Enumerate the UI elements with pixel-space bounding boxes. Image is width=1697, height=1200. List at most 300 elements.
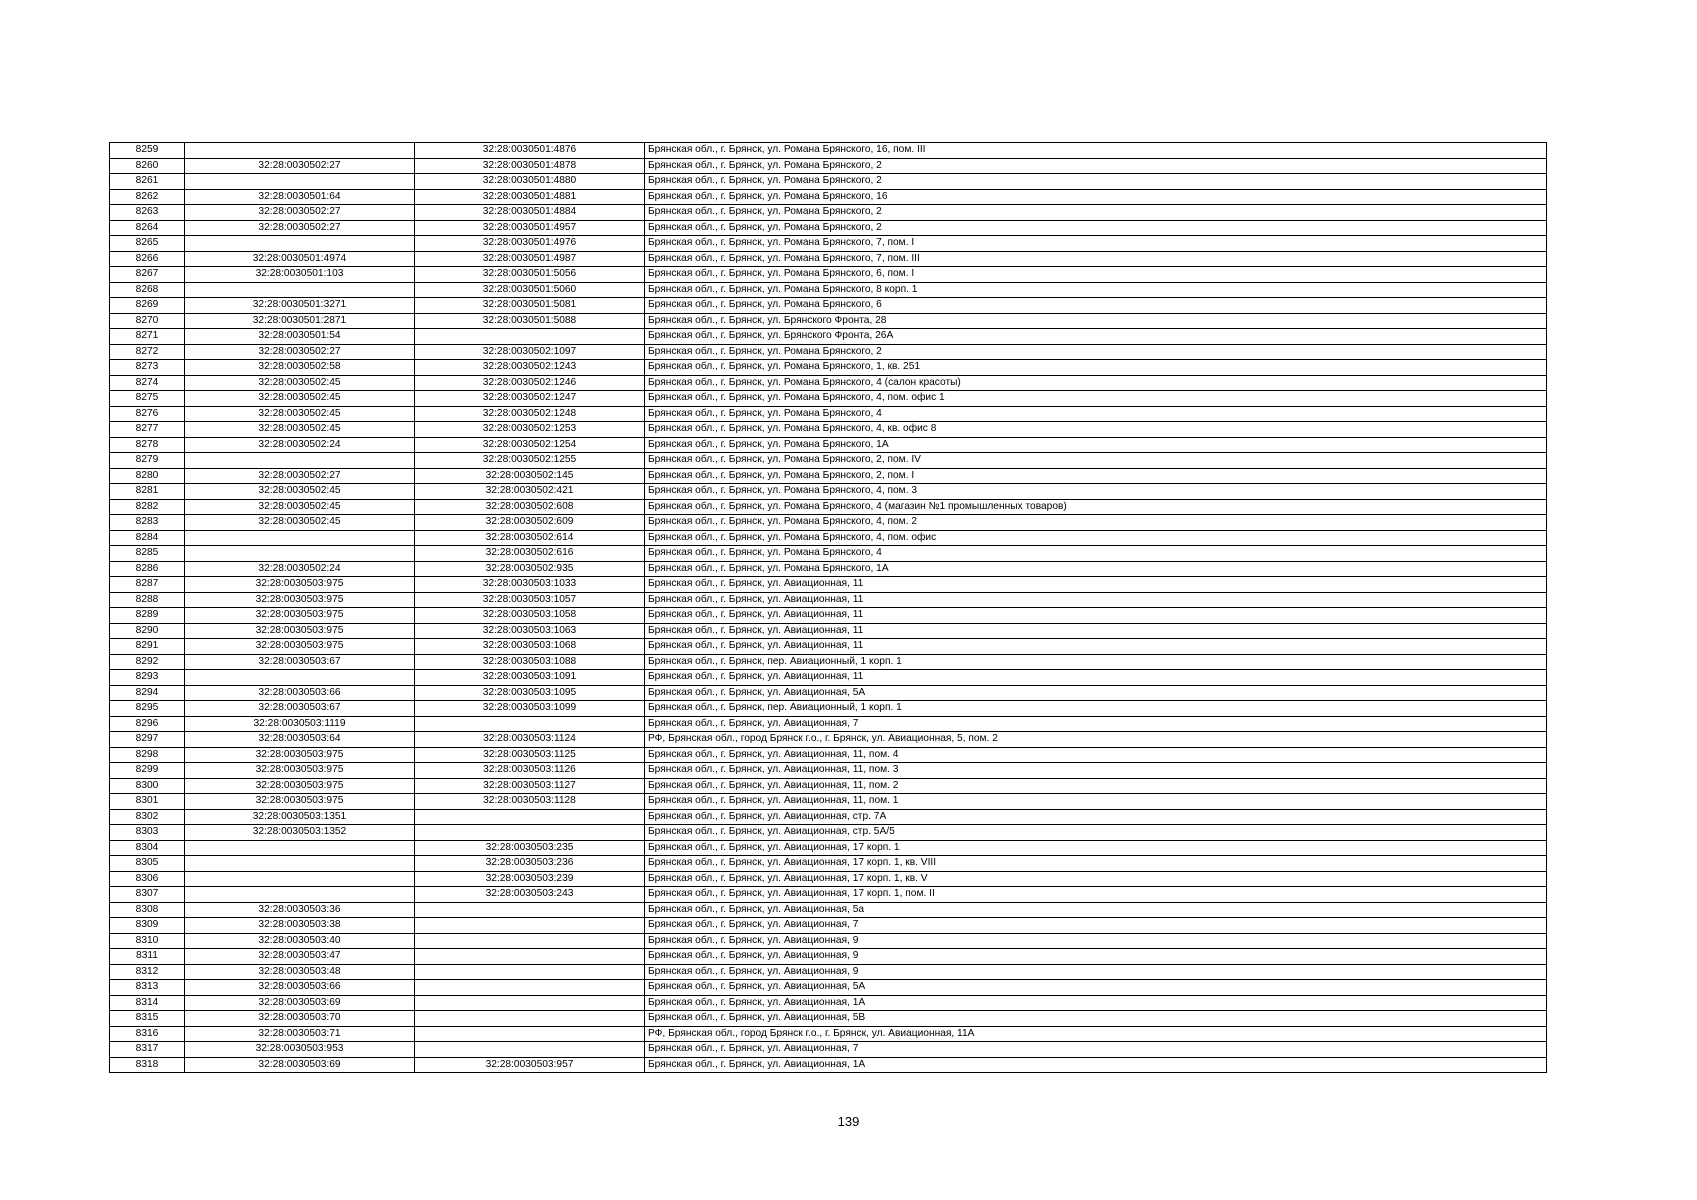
table-row [110, 468, 1547, 484]
table-row [110, 329, 1547, 345]
table-row [110, 654, 1547, 670]
cell-parcel-number [185, 670, 415, 686]
cell-parcel-number: 32:28:0030502:24 [185, 437, 415, 453]
cell-row-number: 8284 [110, 530, 185, 546]
cell-parcel-number: 32:28:0030503:38 [185, 918, 415, 934]
table-row [110, 158, 1547, 174]
cell-object-number: 32:28:0030503:1033 [415, 577, 645, 593]
cell-parcel-number: 32:28:0030502:27 [185, 468, 415, 484]
cell-address: Брянская обл., г. Брянск, ул. Романа Брянского, 16 [645, 189, 1547, 205]
cell-address: Брянская обл., г. Брянск, ул. Романа Брянского, 2 [645, 344, 1547, 360]
cell-object-number: 32:28:0030503:1099 [415, 701, 645, 717]
cell-row-number: 8299 [110, 763, 185, 779]
cell-address: Брянская обл., г. Брянск, пер. Авиационный, 1 корп. 1 [645, 701, 1547, 717]
cell-object-number: 32:28:0030501:4881 [415, 189, 645, 205]
cell-object-number: 32:28:0030503:1057 [415, 592, 645, 608]
table-row [110, 375, 1547, 391]
cell-object-number: 32:28:0030501:4876 [415, 143, 645, 159]
cell-row-number: 8260 [110, 158, 185, 174]
table-row [110, 251, 1547, 267]
cell-object-number [415, 964, 645, 980]
cell-row-number: 8261 [110, 174, 185, 190]
table-row [110, 933, 1547, 949]
cell-address: Брянская обл., г. Брянск, ул. Авиационная, 11, пом. 4 [645, 747, 1547, 763]
cell-object-number: 32:28:0030501:5081 [415, 298, 645, 314]
cell-parcel-number [185, 453, 415, 469]
cell-address: Брянская обл., г. Брянск, ул. Романа Брянского, 1А [645, 561, 1547, 577]
table-row [110, 391, 1547, 407]
cell-parcel-number [185, 871, 415, 887]
cell-row-number: 8314 [110, 995, 185, 1011]
cell-parcel-number: 32:28:0030503:67 [185, 654, 415, 670]
table-row [110, 561, 1547, 577]
table-row [110, 422, 1547, 438]
table-row [110, 298, 1547, 314]
cell-parcel-number: 32:28:0030503:975 [185, 639, 415, 655]
cell-parcel-number: 32:28:0030503:1119 [185, 716, 415, 732]
cell-row-number: 8268 [110, 282, 185, 298]
cell-address: Брянская обл., г. Брянск, ул. Авиационная, 11 [645, 670, 1547, 686]
table-row [110, 1011, 1547, 1027]
cell-parcel-number: 32:28:0030502:58 [185, 360, 415, 376]
cell-row-number: 8294 [110, 685, 185, 701]
table-row [110, 623, 1547, 639]
cell-row-number: 8316 [110, 1026, 185, 1042]
cell-address: Брянская обл., г. Брянск, ул. Авиационная, 9 [645, 964, 1547, 980]
cell-parcel-number [185, 887, 415, 903]
cell-parcel-number: 32:28:0030503:47 [185, 949, 415, 965]
cell-parcel-number: 32:28:0030501:64 [185, 189, 415, 205]
cell-address: Брянская обл., г. Брянск, ул. Авиационная, 5А [645, 980, 1547, 996]
cell-address: Брянская обл., г. Брянск, ул. Романа Брянского, 2, пом. IV [645, 453, 1547, 469]
cell-address: Брянская обл., г. Брянск, ул. Авиационная, 1А [645, 1057, 1547, 1073]
cell-parcel-number: 32:28:0030503:975 [185, 608, 415, 624]
cell-row-number: 8276 [110, 406, 185, 422]
cell-parcel-number: 32:28:0030502:45 [185, 406, 415, 422]
cell-parcel-number: 32:28:0030503:70 [185, 1011, 415, 1027]
cell-parcel-number [185, 840, 415, 856]
cell-object-number: 32:28:0030503:1063 [415, 623, 645, 639]
cell-address: Брянская обл., г. Брянск, ул. Романа Брянского, 4, кв. офис 8 [645, 422, 1547, 438]
cell-object-number: 32:28:0030503:1091 [415, 670, 645, 686]
cell-object-number: 32:28:0030503:1124 [415, 732, 645, 748]
cell-row-number: 8310 [110, 933, 185, 949]
cell-parcel-number: 32:28:0030501:2871 [185, 313, 415, 329]
cell-row-number: 8297 [110, 732, 185, 748]
cell-row-number: 8285 [110, 546, 185, 562]
cell-address: Брянская обл., г. Брянск, ул. Романа Брянского, 4, пом. 3 [645, 484, 1547, 500]
table-row [110, 608, 1547, 624]
cell-address: Брянская обл., г. Брянск, ул. Романа Брянского, 6, пом. I [645, 267, 1547, 283]
cell-row-number: 8295 [110, 701, 185, 717]
cell-row-number: 8288 [110, 592, 185, 608]
cell-parcel-number: 32:28:0030502:27 [185, 158, 415, 174]
table-row [110, 964, 1547, 980]
table-row [110, 856, 1547, 872]
cell-parcel-number: 32:28:0030502:45 [185, 391, 415, 407]
table-row [110, 592, 1547, 608]
cell-parcel-number: 32:28:0030503:67 [185, 701, 415, 717]
cell-address: Брянская обл., г. Брянск, ул. Авиационная, 11, пом. 2 [645, 778, 1547, 794]
cell-row-number: 8312 [110, 964, 185, 980]
cell-row-number: 8283 [110, 515, 185, 531]
cell-parcel-number: 32:28:0030503:64 [185, 732, 415, 748]
cell-address: Брянская обл., г. Брянск, ул. Авиационная, 17 корп. 1, пом. II [645, 887, 1547, 903]
cell-parcel-number: 32:28:0030502:45 [185, 515, 415, 531]
cell-parcel-number: 32:28:0030502:45 [185, 499, 415, 515]
cell-address: РФ, Брянская обл., город Брянск г.о., г. Брянск, ул. Авиационная, 5, пом. 2 [645, 732, 1547, 748]
cell-address: Брянская обл., г. Брянск, ул. Романа Брянского, 4 [645, 546, 1547, 562]
table-row [110, 437, 1547, 453]
cell-address: Брянская обл., г. Брянск, ул. Романа Брянского, 4, пом. офис 1 [645, 391, 1547, 407]
table-row [110, 716, 1547, 732]
table-row [110, 1026, 1547, 1042]
cell-row-number: 8262 [110, 189, 185, 205]
cell-row-number: 8266 [110, 251, 185, 267]
cell-object-number: 32:28:0030503:239 [415, 871, 645, 887]
cell-row-number: 8300 [110, 778, 185, 794]
cell-parcel-number: 32:28:0030503:975 [185, 623, 415, 639]
table-row [110, 732, 1547, 748]
table-row [110, 980, 1547, 996]
cell-row-number: 8306 [110, 871, 185, 887]
cell-object-number [415, 716, 645, 732]
cell-row-number: 8286 [110, 561, 185, 577]
cell-address: Брянская обл., г. Брянск, ул. Авиационная, 11 [645, 639, 1547, 655]
cell-address: Брянская обл., г. Брянск, ул. Авиационная, 1А [645, 995, 1547, 1011]
cell-address: Брянская обл., г. Брянск, ул. Романа Брянского, 16, пом. III [645, 143, 1547, 159]
cell-object-number [415, 329, 645, 345]
cell-row-number: 8259 [110, 143, 185, 159]
cell-object-number: 32:28:0030503:1128 [415, 794, 645, 810]
cell-row-number: 8303 [110, 825, 185, 841]
table-row [110, 871, 1547, 887]
cell-row-number: 8263 [110, 205, 185, 221]
cell-parcel-number: 32:28:0030503:66 [185, 685, 415, 701]
cell-row-number: 8305 [110, 856, 185, 872]
cell-parcel-number: 32:28:0030503:975 [185, 577, 415, 593]
cell-parcel-number: 32:28:0030503:1351 [185, 809, 415, 825]
cell-parcel-number: 32:28:0030503:975 [185, 763, 415, 779]
cell-address: Брянская обл., г. Брянск, ул. Романа Брянского, 7, пом. III [645, 251, 1547, 267]
cell-address: Брянская обл., г. Брянск, ул. Авиационная, стр. 5А/5 [645, 825, 1547, 841]
table-row [110, 515, 1547, 531]
cell-parcel-number: 32:28:0030502:27 [185, 344, 415, 360]
cell-object-number: 32:28:0030501:4880 [415, 174, 645, 190]
cell-address: Брянская обл., г. Брянск, ул. Авиационная, 9 [645, 949, 1547, 965]
cell-address: Брянская обл., г. Брянск, ул. Романа Брянского, 4, пом. офис [645, 530, 1547, 546]
cell-parcel-number: 32:28:0030503:66 [185, 980, 415, 996]
cell-object-number: 32:28:0030501:4957 [415, 220, 645, 236]
cell-address: Брянская обл., г. Брянск, ул. Романа Брянского, 4 (магазин №1 промышленных товаров) [645, 499, 1547, 515]
cell-address: Брянская обл., г. Брянск, ул. Авиационная, 17 корп. 1, кв. V [645, 871, 1547, 887]
cell-row-number: 8304 [110, 840, 185, 856]
cell-row-number: 8302 [110, 809, 185, 825]
table-row [110, 840, 1547, 856]
table-row [110, 546, 1547, 562]
cell-parcel-number: 32:28:0030502:27 [185, 205, 415, 221]
cell-object-number: 32:28:0030502:935 [415, 561, 645, 577]
cell-row-number: 8269 [110, 298, 185, 314]
cell-row-number: 8279 [110, 453, 185, 469]
cell-address: РФ, Брянская обл., город Брянск г.о., г. Брянск, ул. Авиационная, 11А [645, 1026, 1547, 1042]
cell-object-number: 32:28:0030501:4976 [415, 236, 645, 252]
cell-parcel-number [185, 143, 415, 159]
table-row [110, 313, 1547, 329]
cell-address: Брянская обл., г. Брянск, ул. Авиационная, 7 [645, 716, 1547, 732]
cell-row-number: 8287 [110, 577, 185, 593]
cell-parcel-number [185, 174, 415, 190]
cell-object-number [415, 809, 645, 825]
cell-row-number: 8267 [110, 267, 185, 283]
table-row [110, 406, 1547, 422]
cell-object-number: 32:28:0030503:236 [415, 856, 645, 872]
cell-parcel-number: 32:28:0030503:69 [185, 995, 415, 1011]
cell-object-number: 32:28:0030503:957 [415, 1057, 645, 1073]
table-row [110, 205, 1547, 221]
cell-address: Брянская обл., г. Брянск, ул. Авиационная, 7 [645, 918, 1547, 934]
cell-object-number: 32:28:0030502:1247 [415, 391, 645, 407]
cell-row-number: 8278 [110, 437, 185, 453]
cell-object-number: 32:28:0030502:609 [415, 515, 645, 531]
cell-address: Брянская обл., г. Брянск, ул. Романа Брянского, 7, пом. I [645, 236, 1547, 252]
table-row [110, 747, 1547, 763]
cell-row-number: 8280 [110, 468, 185, 484]
cell-address: Брянская обл., г. Брянск, ул. Романа Брянского, 2 [645, 220, 1547, 236]
cell-row-number: 8315 [110, 1011, 185, 1027]
cell-row-number: 8272 [110, 344, 185, 360]
table-row [110, 360, 1547, 376]
table-row [110, 701, 1547, 717]
cell-object-number [415, 933, 645, 949]
cell-row-number: 8307 [110, 887, 185, 903]
cell-object-number: 32:28:0030503:1095 [415, 685, 645, 701]
cell-object-number: 32:28:0030501:5056 [415, 267, 645, 283]
cell-address: Брянская обл., г. Брянск, ул. Романа Брянского, 2 [645, 205, 1547, 221]
table-row [110, 1042, 1547, 1058]
cell-address: Брянская обл., г. Брянск, ул. Романа Брянского, 2 [645, 174, 1547, 190]
table-row [110, 825, 1547, 841]
cell-address: Брянская обл., г. Брянск, ул. Романа Брянского, 6 [645, 298, 1547, 314]
cell-row-number: 8292 [110, 654, 185, 670]
cell-parcel-number [185, 282, 415, 298]
cell-object-number: 32:28:0030502:1255 [415, 453, 645, 469]
cell-row-number: 8281 [110, 484, 185, 500]
table-row [110, 453, 1547, 469]
cell-object-number: 32:28:0030503:1088 [415, 654, 645, 670]
table-row [110, 143, 1547, 159]
cell-object-number: 32:28:0030502:145 [415, 468, 645, 484]
cell-parcel-number: 32:28:0030501:54 [185, 329, 415, 345]
cell-object-number [415, 918, 645, 934]
table-row [110, 267, 1547, 283]
cell-row-number: 8317 [110, 1042, 185, 1058]
cell-address: Брянская обл., г. Брянск, ул. Авиационная, 5А [645, 685, 1547, 701]
cell-row-number: 8309 [110, 918, 185, 934]
cell-address: Брянская обл., г. Брянск, ул. Брянского Фронта, 26А [645, 329, 1547, 345]
cell-row-number: 8301 [110, 794, 185, 810]
cell-object-number: 32:28:0030503:1058 [415, 608, 645, 624]
cell-row-number: 8289 [110, 608, 185, 624]
cell-object-number: 32:28:0030503:243 [415, 887, 645, 903]
cell-address: Брянская обл., г. Брянск, ул. Романа Брянского, 2, пом. I [645, 468, 1547, 484]
cell-object-number [415, 1042, 645, 1058]
cell-object-number: 32:28:0030503:1126 [415, 763, 645, 779]
cell-address: Брянская обл., г. Брянск, ул. Авиационная, 17 корп. 1, кв. VIII [645, 856, 1547, 872]
table-body [110, 143, 1547, 1073]
cell-object-number: 32:28:0030503:235 [415, 840, 645, 856]
cell-parcel-number: 32:28:0030503:71 [185, 1026, 415, 1042]
cell-object-number: 32:28:0030501:4987 [415, 251, 645, 267]
cell-object-number: 32:28:0030502:608 [415, 499, 645, 515]
cell-address: Брянская обл., г. Брянск, ул. Романа Брянского, 4, пом. 2 [645, 515, 1547, 531]
cell-object-number [415, 1026, 645, 1042]
cell-object-number: 32:28:0030501:5060 [415, 282, 645, 298]
cell-row-number: 8318 [110, 1057, 185, 1073]
cell-parcel-number: 32:28:0030503:975 [185, 592, 415, 608]
table-row [110, 794, 1547, 810]
cell-address: Брянская обл., г. Брянск, ул. Авиационная, стр. 7А [645, 809, 1547, 825]
table-row [110, 577, 1547, 593]
cell-parcel-number: 32:28:0030503:975 [185, 794, 415, 810]
cell-row-number: 8277 [110, 422, 185, 438]
table-row [110, 763, 1547, 779]
cell-address: Брянская обл., г. Брянск, ул. Авиационная, 9 [645, 933, 1547, 949]
cell-parcel-number: 32:28:0030503:36 [185, 902, 415, 918]
table-row [110, 499, 1547, 515]
cell-object-number: 32:28:0030502:616 [415, 546, 645, 562]
cell-object-number: 32:28:0030503:1125 [415, 747, 645, 763]
cell-object-number: 32:28:0030501:4884 [415, 205, 645, 221]
cell-address: Брянская обл., г. Брянск, ул. Романа Брянского, 2 [645, 158, 1547, 174]
table-row [110, 1057, 1547, 1073]
cell-row-number: 8308 [110, 902, 185, 918]
cell-row-number: 8296 [110, 716, 185, 732]
table-row [110, 484, 1547, 500]
cell-object-number: 32:28:0030502:1253 [415, 422, 645, 438]
cell-parcel-number: 32:28:0030502:45 [185, 375, 415, 391]
cell-row-number: 8290 [110, 623, 185, 639]
cell-address: Брянская обл., г. Брянск, ул. Романа Брянского, 1А [645, 437, 1547, 453]
cell-row-number: 8265 [110, 236, 185, 252]
table-row [110, 639, 1547, 655]
cell-row-number: 8291 [110, 639, 185, 655]
cell-address: Брянская обл., г. Брянск, ул. Романа Брянского, 4 [645, 406, 1547, 422]
cell-parcel-number: 32:28:0030501:3271 [185, 298, 415, 314]
cell-address: Брянская обл., г. Брянск, ул. Авиационная, 11 [645, 577, 1547, 593]
cell-address: Брянская обл., г. Брянск, ул. Брянского Фронта, 28 [645, 313, 1547, 329]
cell-parcel-number: 32:28:0030503:40 [185, 933, 415, 949]
table-row [110, 220, 1547, 236]
cell-object-number [415, 949, 645, 965]
cell-object-number: 32:28:0030501:4878 [415, 158, 645, 174]
cell-object-number [415, 825, 645, 841]
cell-object-number [415, 1011, 645, 1027]
cell-object-number [415, 995, 645, 1011]
cell-row-number: 8274 [110, 375, 185, 391]
cell-address: Брянская обл., г. Брянск, ул. Авиационная, 11 [645, 623, 1547, 639]
cell-parcel-number: 32:28:0030503:48 [185, 964, 415, 980]
table-row [110, 189, 1547, 205]
table-row [110, 995, 1547, 1011]
table-row [110, 949, 1547, 965]
cell-row-number: 8311 [110, 949, 185, 965]
cell-object-number: 32:28:0030503:1068 [415, 639, 645, 655]
cell-parcel-number: 32:28:0030502:27 [185, 220, 415, 236]
table-row [110, 530, 1547, 546]
cell-parcel-number: 32:28:0030503:975 [185, 747, 415, 763]
table-row [110, 778, 1547, 794]
data-table [109, 142, 1547, 1073]
cell-parcel-number [185, 546, 415, 562]
cell-row-number: 8275 [110, 391, 185, 407]
cell-row-number: 8264 [110, 220, 185, 236]
cell-parcel-number: 32:28:0030503:953 [185, 1042, 415, 1058]
cell-address: Брянская обл., г. Брянск, ул. Романа Брянского, 4 (салон красоты) [645, 375, 1547, 391]
cell-parcel-number: 32:28:0030503:1352 [185, 825, 415, 841]
cell-address: Брянская обл., г. Брянск, ул. Авиационная, 11, пом. 1 [645, 794, 1547, 810]
cell-address: Брянская обл., г. Брянск, ул. Романа Брянского, 1, кв. 251 [645, 360, 1547, 376]
table-row [110, 670, 1547, 686]
table-row [110, 236, 1547, 252]
cell-parcel-number: 32:28:0030501:103 [185, 267, 415, 283]
cell-parcel-number [185, 856, 415, 872]
cell-object-number: 32:28:0030502:614 [415, 530, 645, 546]
cell-object-number: 32:28:0030501:5088 [415, 313, 645, 329]
cell-object-number: 32:28:0030502:421 [415, 484, 645, 500]
table-row [110, 918, 1547, 934]
cell-address: Брянская обл., г. Брянск, ул. Авиационная, 7 [645, 1042, 1547, 1058]
cell-address: Брянская обл., г. Брянск, ул. Авиационная, 5В [645, 1011, 1547, 1027]
cell-row-number: 8273 [110, 360, 185, 376]
cell-parcel-number: 32:28:0030501:4974 [185, 251, 415, 267]
table-row [110, 887, 1547, 903]
cell-object-number: 32:28:0030503:1127 [415, 778, 645, 794]
cell-parcel-number: 32:28:0030503:69 [185, 1057, 415, 1073]
table-row [110, 685, 1547, 701]
cell-object-number: 32:28:0030502:1243 [415, 360, 645, 376]
cell-row-number: 8313 [110, 980, 185, 996]
page-number: 139 [837, 1114, 860, 1129]
cell-object-number [415, 980, 645, 996]
cell-row-number: 8298 [110, 747, 185, 763]
table-row [110, 809, 1547, 825]
cell-parcel-number: 32:28:0030502:45 [185, 484, 415, 500]
cell-parcel-number: 32:28:0030503:975 [185, 778, 415, 794]
cell-object-number [415, 902, 645, 918]
cell-parcel-number [185, 530, 415, 546]
cell-address: Брянская обл., г. Брянск, ул. Авиационная, 11 [645, 592, 1547, 608]
cell-row-number: 8293 [110, 670, 185, 686]
table-row [110, 344, 1547, 360]
table-row [110, 902, 1547, 918]
cell-object-number: 32:28:0030502:1248 [415, 406, 645, 422]
cell-address: Брянская обл., г. Брянск, ул. Авиационная, 5а [645, 902, 1547, 918]
cell-row-number: 8282 [110, 499, 185, 515]
cell-address: Брянская обл., г. Брянск, ул. Авиационная, 11 [645, 608, 1547, 624]
cell-row-number: 8271 [110, 329, 185, 345]
cell-address: Брянская обл., г. Брянск, пер. Авиационный, 1 корп. 1 [645, 654, 1547, 670]
cell-parcel-number: 32:28:0030502:45 [185, 422, 415, 438]
cell-address: Брянская обл., г. Брянск, ул. Романа Брянского, 8 корп. 1 [645, 282, 1547, 298]
cell-object-number: 32:28:0030502:1254 [415, 437, 645, 453]
cell-row-number: 8270 [110, 313, 185, 329]
cell-object-number: 32:28:0030502:1097 [415, 344, 645, 360]
table-row [110, 174, 1547, 190]
table-row [110, 282, 1547, 298]
cell-parcel-number [185, 236, 415, 252]
cell-address: Брянская обл., г. Брянск, ул. Авиационная, 17 корп. 1 [645, 840, 1547, 856]
